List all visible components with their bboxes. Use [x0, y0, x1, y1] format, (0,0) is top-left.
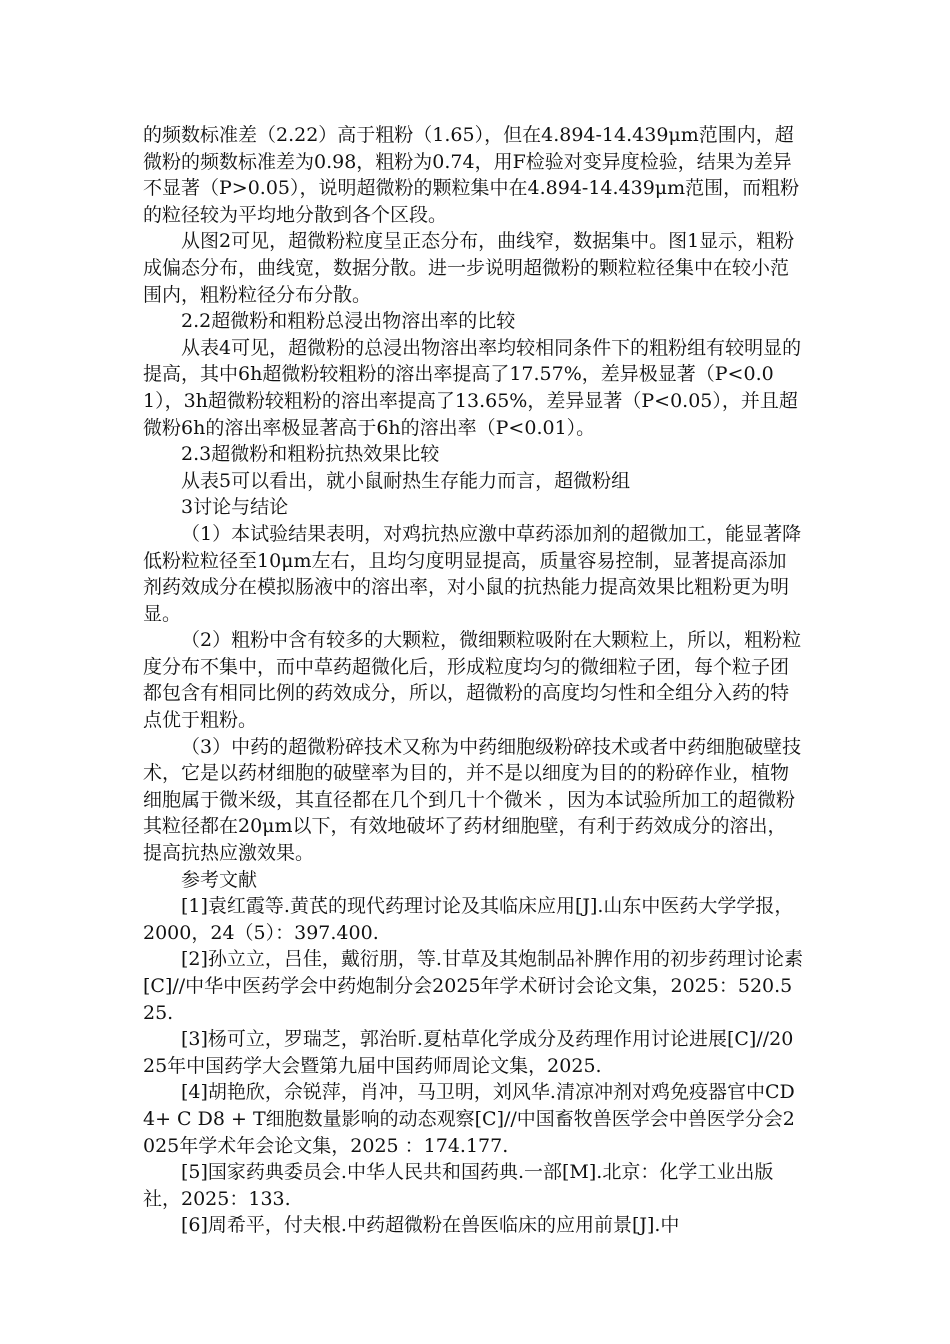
paragraph-conclusion-3: （3）中药的超微粉碎技术又称为中药细胞级粉碎技术或者中药细胞破壁技术，它是以药材细胞的破壁率为目的，并不是以细度为目的的粉碎作业，植物细胞属于微米级，其直径都在几个到几十个微米 ，因为本试验所加工的超微粉其粒径都在20μm以下，有效地破坏了药材细胞壁，有利于药效成分的溶出，提高抗热应激效果。 [143, 735, 802, 865]
reference-item-5: [5]国家药典委员会.中华人民共和国药典.一部[M].北京：化学工业出版社，2025：133. [143, 1161, 774, 1210]
reference-item-2: [2]孙立立，吕佳，戴衍朋，等.甘草及其炮制品补脾作用的初步药理讨论素[C]//中华中医药学会中药炮制分会2025年学术研讨会论文集，2025：520.525. [143, 948, 803, 1024]
section-heading-3: 3讨论与结论 [181, 496, 289, 519]
document-page [143, 122, 803, 1239]
references-heading: 参考文献 [181, 868, 258, 891]
paragraph-table-4: 从表4可见，超微粉的总浸出物溶出率均较相同条件下的粗粉组有较明显的提高，其中6h超微粉较粗粉的溶出率提高了17.57%，差异极显著（P<0.01），3h超微粉较粗粉的溶出率提高了13.65%，差异显著（P<0.05），并且超微粉6h的溶出率极显著高于6h的溶出率（P<0.01）。 [143, 336, 802, 439]
reference-item-1: [1]袁红霞等.黄芪的现代药理讨论及其临床应用[J].山东中医药大学学报，2000，24（5）：397.400. [143, 895, 794, 944]
section-heading-2-3: 2.3超微粉和粗粉抗热效果比较 [181, 443, 440, 466]
paragraph-figure-2: 从图2可见，超微粉粒度呈正态分布，曲线窄，数据集中。图1显示，粗粉成偏态分布，曲线宽，数据分散。进一步说明超微粉的颗粒粒径集中在较小范围内，粗粉粒径分布分散。 [143, 230, 795, 306]
paragraph-conclusion-1: （1）本试验结果表明，对鸡抗热应激中草药添加剂的超微加工，能显著降低粉粒粒径至10μm左右，且均匀度明显提高，质量容易控制，显著提高添加剂药效成分在模拟肠液中的溶出率，对小鼠的抗热能力提高效果比粗粉更为明显。 [143, 522, 802, 625]
section-heading-2-2: 2.2超微粉和粗粉总浸出物溶出率的比较 [181, 310, 516, 333]
paragraph-table-5: 从表5可以看出，就小鼠耐热生存能力而言，超微粉组 [181, 469, 631, 492]
paragraph-continued: 的频数标准差（2.22）高于粗粉（1.65），但在4.894-14.439μm范围内，超微粉的频数标准差为0.98，粗粉为0.74，用F检验对变异度检验，结果为差异不显著（P>0.05），说明超微粉的颗粒集中在4.894-14.439μm范围，而粗粉的粒径较为平均地分散到各个区段。 [143, 124, 800, 226]
reference-item-3: [3]杨可立，罗瑞芝，郭治昕.夏枯草化学成分及药理作用讨论进展[C]//2025年中国药学大会暨第九届中国药师周论文集，2025. [143, 1028, 794, 1077]
paragraph-conclusion-2: （2）粗粉中含有较多的大颗粒，微细颗粒吸附在大颗粒上，所以，粗粉粒度分布不集中，而中草药超微化后，形成粒度均匀的微细粒子团，每个粒子团都包含有相同比例的药效成分，所以，超微粉的高度均匀性和全组分入药的特点优于粗粉。 [143, 629, 802, 732]
reference-item-6: [6]周希平，付夫根.中药超微粉在兽医临床的应用前景[J].中 [181, 1214, 680, 1237]
reference-item-4: [4]胡艳欣，佘锐萍，肖冲，马卫明，刘风华.清凉冲剂对鸡免疫器官中CD4+ C D8 + T细胞数量影响的动态观察[C]//中国畜牧兽医学会中兽医学分会2025年学术年会论文集，2025 ：174.177. [143, 1081, 795, 1157]
